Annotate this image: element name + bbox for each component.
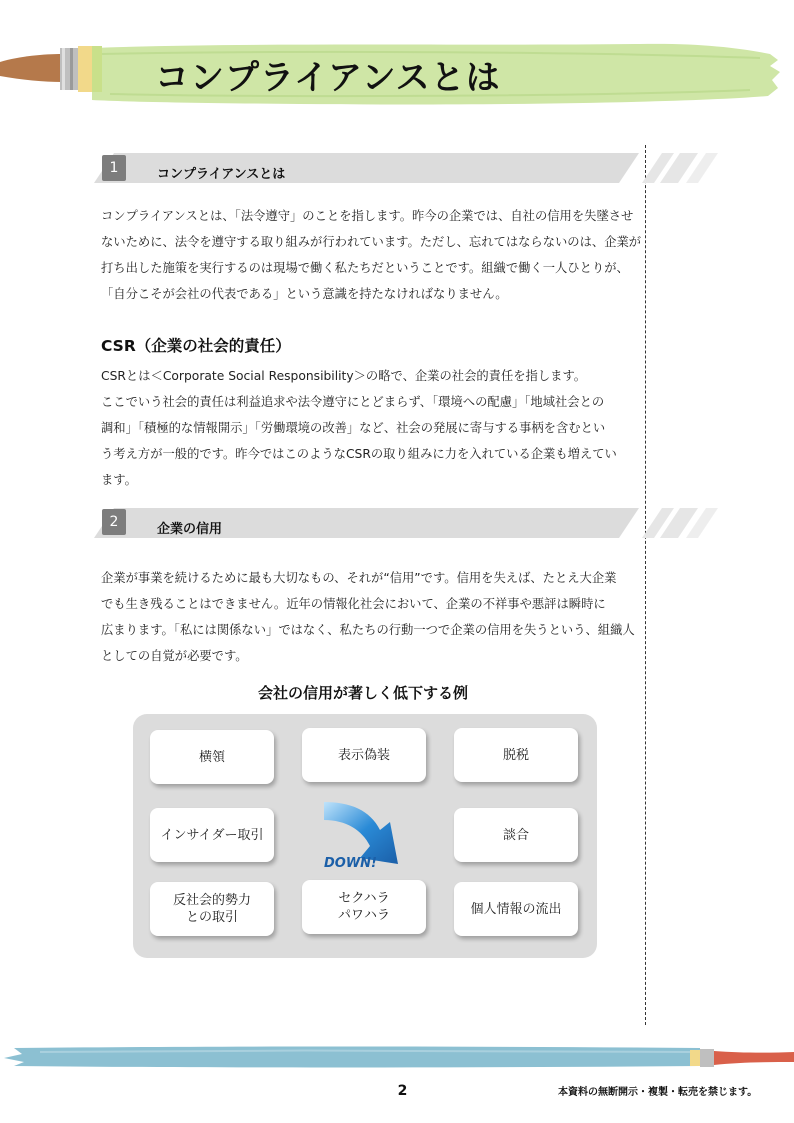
copyright-notice: 本資料の無断開示・複製・転売を禁じます。 [558, 1087, 758, 1098]
paintbrush-icon [690, 1049, 794, 1067]
example-card: 反社会的勢力 との取引 [150, 882, 274, 936]
csr-subheading: CSR（企業の社会的責任） [101, 337, 291, 355]
down-label: DOWN! [324, 856, 377, 871]
diagram-title: 会社の信用が著しく低下する例 [257, 684, 468, 702]
page-title: コンプライアンスとは [155, 58, 501, 98]
csr-paragraph: CSRとは＜Corporate Social Responsibility＞の略で、企業の社会的責任を指します。 ここでいう社会的責任は利益追求や法令遵守にとどまらず、「環境への配慮」「地域社会との 調和」「積極的な情報開示」「労働環境の改善」など、社会の発展に寄与する事柄を含むとい う考え方が一般的です。昨今ではこのようなCSRの取り組みに力を入れている企業も増えてい ます。 [101, 369, 617, 487]
section-number: 2 [102, 509, 126, 535]
section-paragraph: コンプライアンスとは、「法令遵守」のことを指します。昨今の企業では、自社の信用を失墜させ ないために、法令を遵守する取り組みが行われています。ただし、忘れてはならないのは、企業が 打ち出した施策を実行するのは現場で働く私たちだということです。組織で働く一人ひとりが、 「自分こそが会社の代表である」という意識を持たなければなりません。 [101, 209, 642, 301]
example-card: インサイダー取引 [150, 808, 274, 862]
margin-dashed-line [645, 145, 646, 1025]
example-card: 脱税 [454, 728, 578, 782]
down-arrow-icon [320, 800, 404, 872]
section-title: コンプライアンスとは [157, 167, 286, 182]
paintbrush-icon [0, 46, 102, 92]
example-card: 談合 [454, 808, 578, 862]
page-number: 2 [397, 1083, 408, 1099]
section-number: 1 [102, 155, 126, 181]
example-card: セクハラ パワハラ [302, 880, 426, 934]
example-card: 横領 [150, 730, 274, 784]
section-title: 企業の信用 [157, 522, 223, 537]
example-card: 表示偽装 [302, 728, 426, 782]
footer-paintbrush-stroke [0, 1040, 794, 1074]
section-paragraph: 企業が事業を続けるために最も大切なもの、それが“信用”です。信用を失えば、たとえ大企業 でも生き残ることはできません。近年の情報化社会において、企業の不祥事や悪評は瞬時に 広まります。「私には関係ない」ではなく、私たちの行動一つで企業の信用を失うという、組織人 としての自覚が必要です。 [101, 571, 635, 663]
example-card: 個人情報の流出 [454, 882, 578, 936]
